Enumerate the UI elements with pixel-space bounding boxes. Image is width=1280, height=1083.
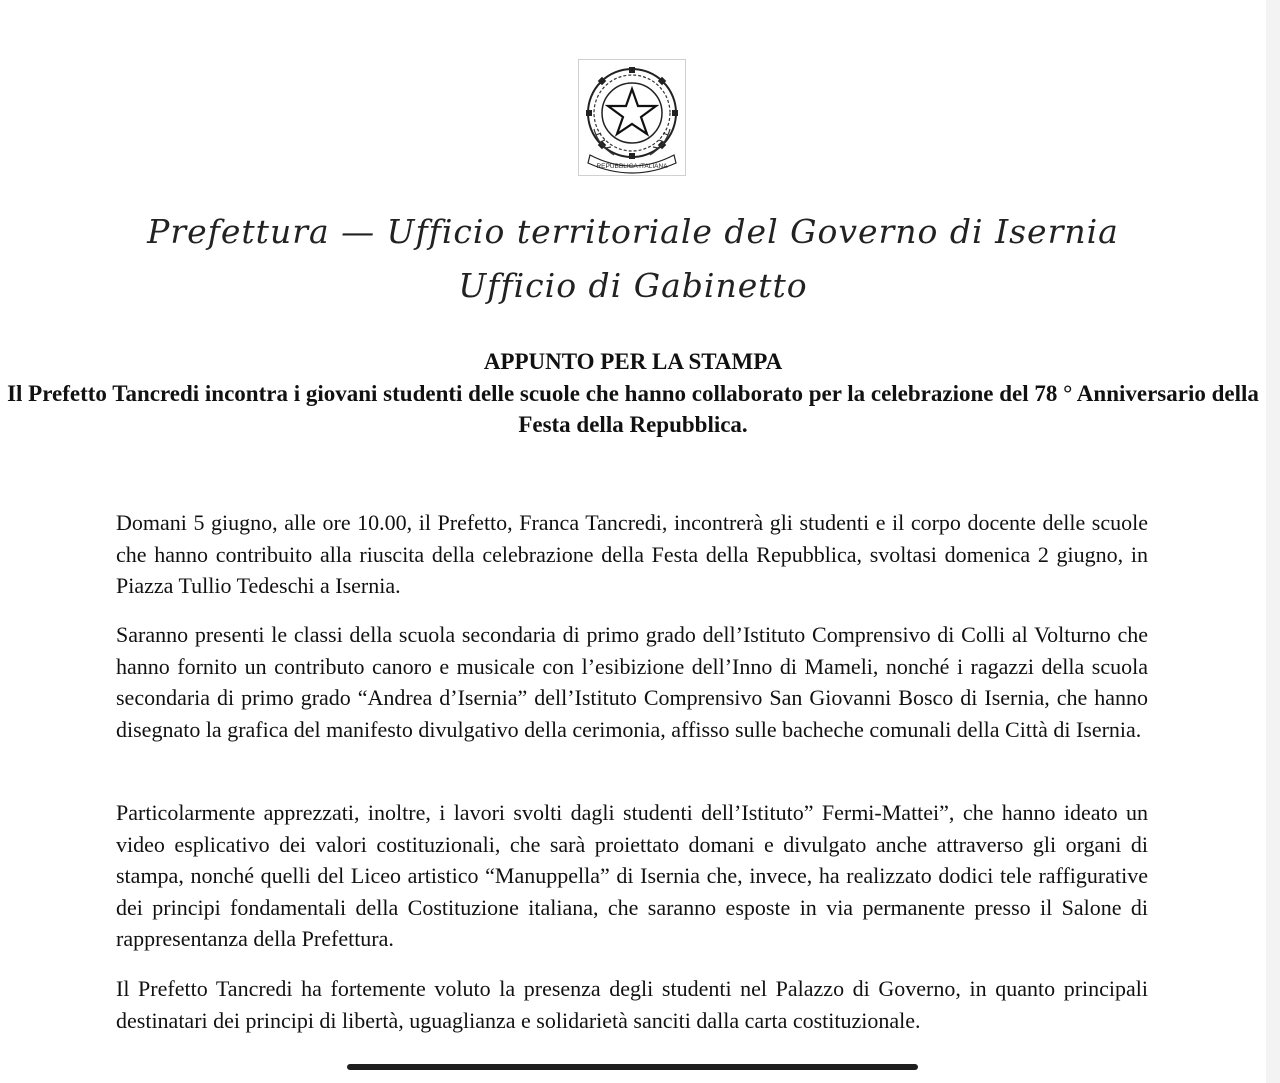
- document-subtitle: Il Prefetto Tancredi incontra i giovani studenti delle scuole che hanno collaborato per la celebrazione del 78 ° Anniversario della Festa della Repubblica.: [7, 381, 1259, 437]
- italian-republic-emblem: [578, 59, 686, 176]
- body-paragraph-2: [116, 619, 1148, 745]
- office-title-line2: Ufficio di Gabinetto: [458, 266, 808, 305]
- paragraph-text: Particolarmente apprezzati, inoltre, i lavori svolti dagli studenti dell’Istituto” Fermi-Mattei”, che hanno ideato un video esplicativo dei valori costituzionali, che sarà proiettato domani e divulgato anche attraverso gli organi di stampa, nonché quelli del Liceo artistico “Manuppella” di Isernia che, invece, ha realizzato dodici tele raffigurative dei principi fondamentali della Costituzione italiana, che saranno esposte in via permanente presso il Salone di rappresentanza della Prefettura.: [116, 800, 1148, 951]
- page-edge-strip: [1266, 0, 1280, 1083]
- emblem-ribbon-text: REPUBBLICA ITALIANA: [596, 163, 668, 170]
- document-title: APPUNTO PER LA STAMPA: [483, 349, 783, 374]
- body-paragraph-3: [116, 797, 1148, 955]
- body-paragraph-1: [116, 507, 1148, 602]
- paragraph-text: Saranno presenti le classi della scuola secondaria di primo grado dell’Istituto Comprensivo di Colli al Volturno che hanno fornito un contributo canoro e musicale con l’esibizione dell’Inno di Mameli, nonché i ragazzi della scuola secondaria di primo grado “Andrea d’Isernia” dell’Istituto Comprensivo San Giovanni Bosco di Isernia, che hanno disegnato la grafica del manifesto divulgativo della cerimonia, affisso sulle bacheche comunali della Città di Isernia.: [116, 622, 1148, 742]
- body-paragraph-4: [116, 973, 1148, 1036]
- paragraph-text: Domani 5 giugno, alle ore 10.00, il Prefetto, Franca Tancredi, incontrerà gli studenti e il corpo docente delle scuole che hanno contribuito alla riuscita della celebrazione della Festa della Repubblica, svoltasi domenica 2 giugno, in Piazza Tullio Tedeschi a Isernia.: [116, 510, 1148, 598]
- home-indicator-bar[interactable]: [347, 1064, 918, 1070]
- office-title-line1: Prefettura — Ufficio territoriale del Governo di Isernia: [147, 212, 1119, 251]
- paragraph-text: Il Prefetto Tancredi ha fortemente voluto la presenza degli studenti nel Palazzo di Governo, in quanto principali destinatari dei principi di libertà, uguaglianza e solidarietà sanciti dalla carta costituzionale.: [116, 976, 1148, 1033]
